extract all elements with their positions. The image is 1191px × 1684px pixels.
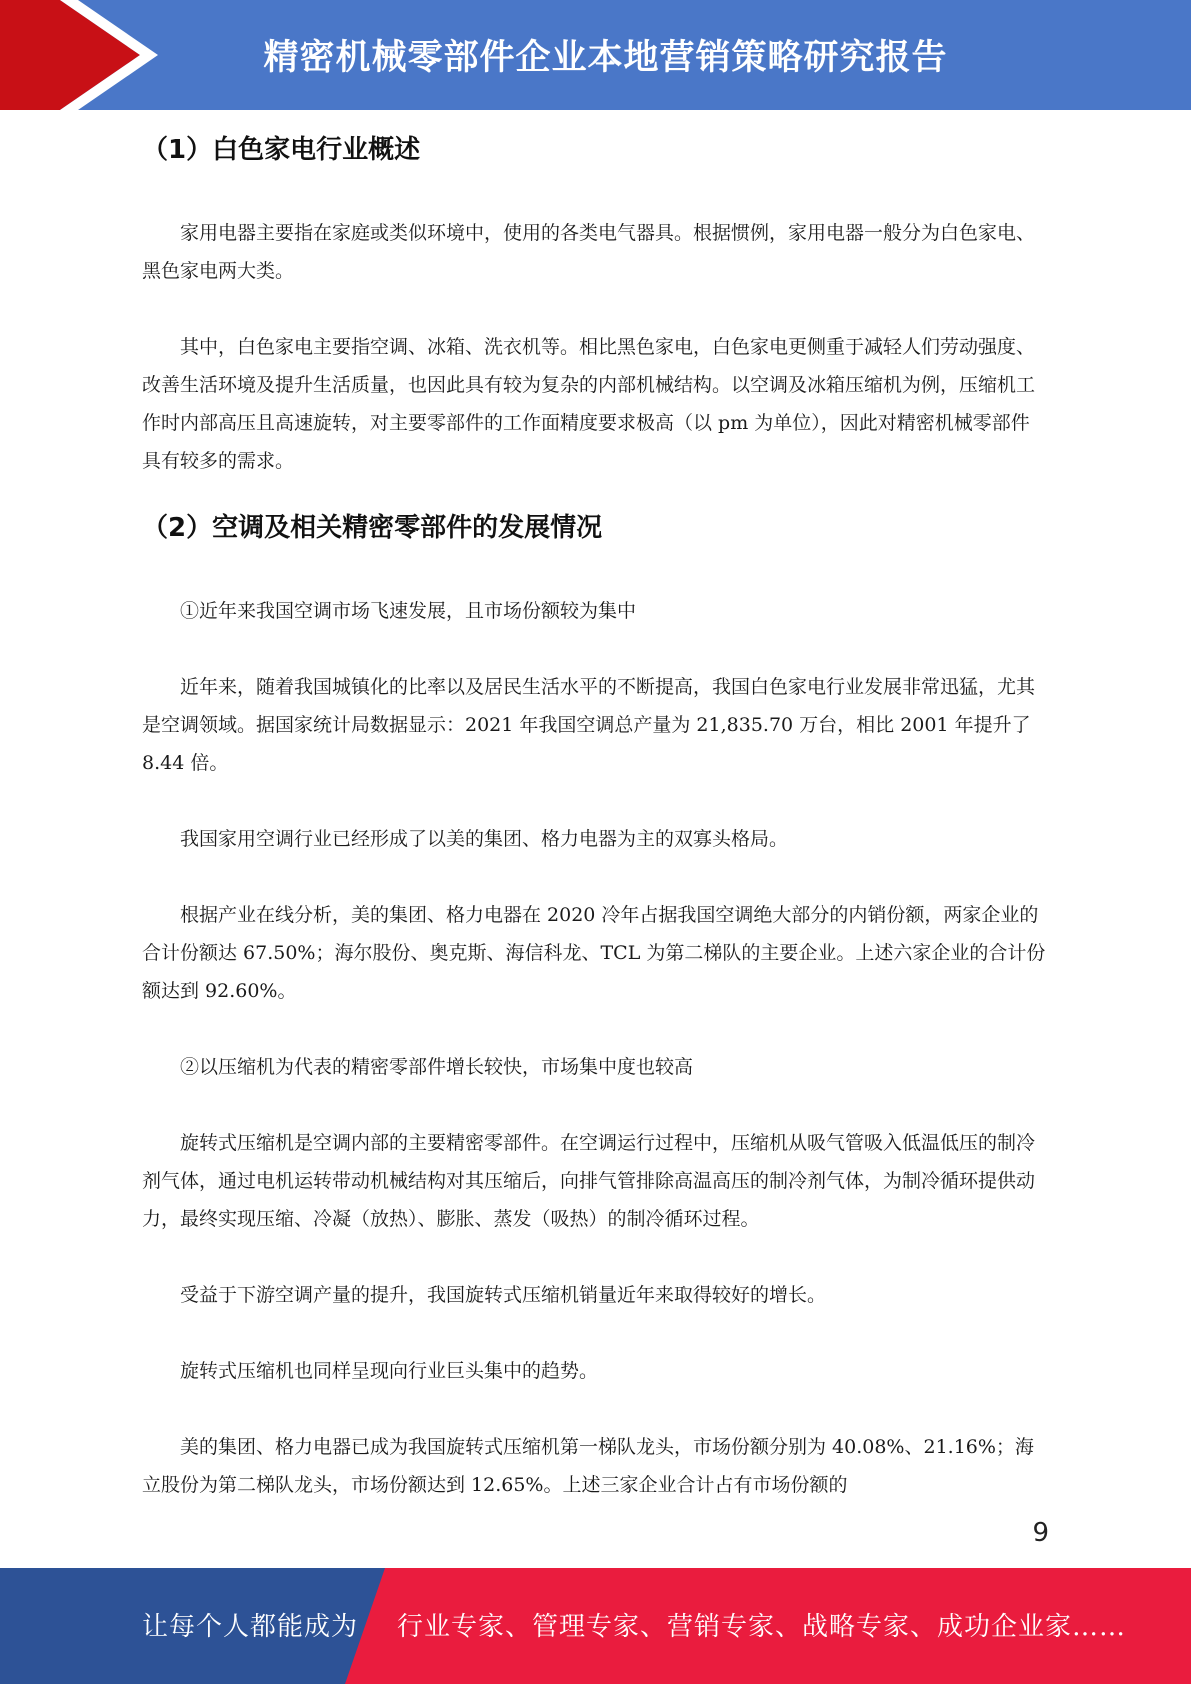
- page-footer: [0, 1568, 1191, 1684]
- paragraph: 旋转式压缩机也同样呈现向行业巨头集中的趋势。: [180, 1360, 599, 1382]
- paragraph: ①近年来我国空调市场飞速发展，且市场份额较为集中: [180, 600, 637, 622]
- footer-slogan-left: 让每个人都能成为: [142, 1612, 359, 1642]
- paragraph: 家用电器主要指在家庭或类似环境中，使用的各类电气器具。根据惯例，家用电器一般分为白色家电、黑色家电两大类。: [142, 222, 1036, 282]
- paragraph: 旋转式压缩机是空调内部的主要精密零部件。在空调运行过程中，压缩机从吸气管吸入低温低压的制冷剂气体，通过电机运转带动机械结构对其压缩后，向排气管排除高温高压的制冷剂气体，为制冷循环提供动力，最终实现压缩、冷凝（放热）、膨胀、蒸发（吸热）的制冷循环过程。: [142, 1132, 1036, 1230]
- document-body: [142, 128, 1047, 1504]
- paragraph: 根据产业在线分析，美的集团、格力电器在 2020 冷年占据我国空调绝大部分的内销份额，两家企业的合计份额达 67.50%；海尔股份、奥克斯、海信科龙、TCL 为第二梯队的主要企业。上述六家企业的合计份额达到 92.60%。: [142, 904, 1046, 1002]
- report-title: 精密机械零部件企业本地营销策略研究报告: [263, 38, 948, 78]
- paragraph: 其中，白色家电主要指空调、冰箱、洗衣机等。相比黑色家电，白色家电更侧重于减轻人们劳动强度、改善生活环境及提升生活质量，也因此具有较为复杂的内部机械结构。以空调及冰箱压缩机为例，压缩机工作时内部高压且高速旋转，对主要零部件的工作面精度要求极高（以 pm 为单位），因此对精密机械零部件具有较多的需求。: [142, 336, 1036, 472]
- paragraph: 美的集团、格力电器已成为我国旋转式压缩机第一梯队龙头，市场份额分别为 40.08%、21.16%；海立股份为第二梯队龙头，市场份额达到 12.65%。上述三家企业合计占有市场份额的: [142, 1436, 1034, 1496]
- footer-slogan-right: 行业专家、管理专家、营销专家、战略专家、成功企业家……: [397, 1612, 1127, 1642]
- paragraph: ②以压缩机为代表的精密零部件增长较快，市场集中度也较高: [180, 1056, 694, 1078]
- paragraph: 近年来，随着我国城镇化的比率以及居民生活水平的不断提高，我国白色家电行业发展非常迅猛，尤其是空调领域。据国家统计局数据显示：2021 年我国空调总产量为 21,835.70 万台，相比 2001 年提升了 8.44 倍。: [142, 676, 1036, 774]
- page-header: [0, 0, 1191, 110]
- section-heading: （1）白色家电行业概述: [142, 135, 421, 165]
- page-number: 9: [1032, 1518, 1049, 1548]
- paragraph: 我国家用空调行业已经形成了以美的集团、格力电器为主的双寡头格局。: [180, 828, 789, 850]
- section-heading: （2）空调及相关精密零部件的发展情况: [142, 513, 603, 543]
- paragraph: 受益于下游空调产量的提升，我国旋转式压缩机销量近年来取得较好的增长。: [180, 1284, 827, 1306]
